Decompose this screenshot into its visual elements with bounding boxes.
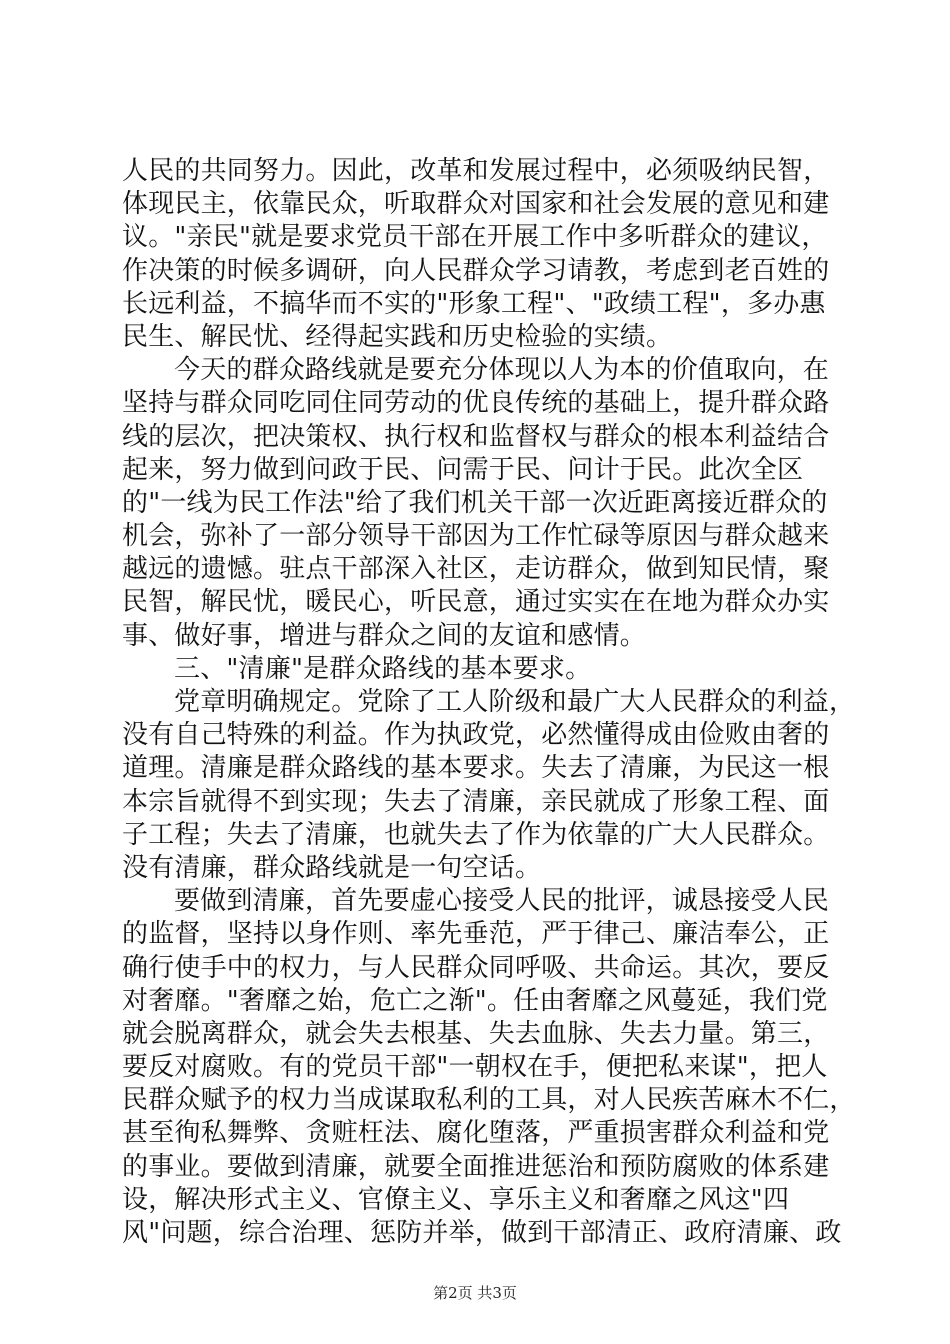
section-heading: 三、"清廉"是群众路线的基本要求。 (174, 653, 592, 684)
text-line: 就会脱离群众，就会失去根基、失去血脉、失去力量。第三， (122, 1018, 830, 1049)
text-line: 人民的共同努力。因此，改革和发展过程中，必须吸纳民智， (122, 156, 830, 186)
text-line: 子工程；失去了清廉，也就失去了作为依靠的广大人民群众。 (122, 819, 830, 850)
text-line: 体现民主，依靠民众，听取群众对国家和社会发展的意见和建 (122, 189, 830, 220)
text-line: 越远的遗憾。驻点干部深入社区，走访群众，做到知民情，聚 (122, 554, 830, 585)
text-line: 议。"亲民"就是要求党员干部在开展工作中多听群众的建议， (122, 222, 828, 253)
text-line: 设，解决形式主义、官僚主义、享乐主义和奢靡之风这"四 (122, 1184, 790, 1215)
text-line: 的"一线为民工作法"给了我们机关干部一次近距离接近群众的 (122, 487, 828, 518)
text-line: 对奢靡。"奢靡之始，危亡之渐"。任由奢靡之风蔓延，我们党 (122, 985, 828, 1016)
text-line: 没有清廉，群众路线就是一句空话。 (122, 852, 542, 883)
text-line: 坚持与群众同吃同住同劳动的优良传统的基础上，提升群众路 (122, 388, 830, 419)
text-line: 起来，努力做到问政于民、问需于民、问计于民。此次全区 (122, 454, 804, 485)
text-line: 的事业。要做到清廉，就要全面推进惩治和预防腐败的体系建 (122, 1151, 830, 1182)
text-line: 线的层次，把决策权、执行权和监督权与群众的根本利益结合 (122, 421, 830, 452)
text-line: 作决策的时候多调研，向人民群众学习请教，考虑到老百姓的 (122, 255, 830, 286)
text-line: 民生、解民忧、经得起实践和历史检验的实绩。 (122, 321, 673, 352)
text-line: 确行使手中的权力，与人民群众同呼吸、共命运。其次，要反 (122, 952, 830, 983)
text-line: 本宗旨就得不到实现；失去了清廉，亲民就成了形象工程、面 (122, 786, 830, 817)
text-line: 风"问题，综合治理、惩防并举，做到干部清正、政府清廉、政 (122, 1218, 842, 1248)
text-line: 的监督，坚持以身作则、率先垂范，严于律己、廉洁奉公，正 (122, 919, 830, 950)
paragraph-start-line: 要做到清廉，首先要虚心接受人民的批评，诚恳接受人民 (174, 886, 830, 917)
text-line: 事、做好事，增进与群众之间的友谊和感情。 (122, 620, 647, 651)
text-line: 没有自己特殊的利益。作为执政党，必然懂得成由俭败由奢的 (122, 720, 830, 751)
page-number-footer: 第2页 共3页 (433, 1284, 517, 1302)
text-line: 甚至徇私舞弊、贪赃枉法、腐化堕落，严重损害群众利益和党 (122, 1118, 830, 1149)
paragraph-start-line: 今天的群众路线就是要充分体现以人为本的价值取向，在 (174, 355, 830, 386)
paragraph-start-line: 党章明确规定。党除了工人阶级和最广大人民群众的利益， (174, 687, 856, 717)
text-line: 长远利益，不搞华而不实的"形象工程"、"政绩工程"，多办惠 (122, 288, 826, 319)
text-line: 道理。清廉是群众路线的基本要求。失去了清廉，为民这一根 (122, 753, 830, 784)
text-line: 民智，解民忧，暖民心，听民意，通过实实在在地为群众办实 (122, 587, 830, 618)
text-line: 机会，弥补了一部分领导干部因为工作忙碌等原因与群众越来 (122, 521, 830, 552)
body-text (122, 155, 856, 1250)
text-line: 民群众赋予的权力当成谋取私利的工具，对人民疾苦麻木不仁， (122, 1085, 856, 1116)
text-line: 要反对腐败。有的党员干部"一朝权在手，便把私来谋"，把人 (122, 1052, 828, 1083)
